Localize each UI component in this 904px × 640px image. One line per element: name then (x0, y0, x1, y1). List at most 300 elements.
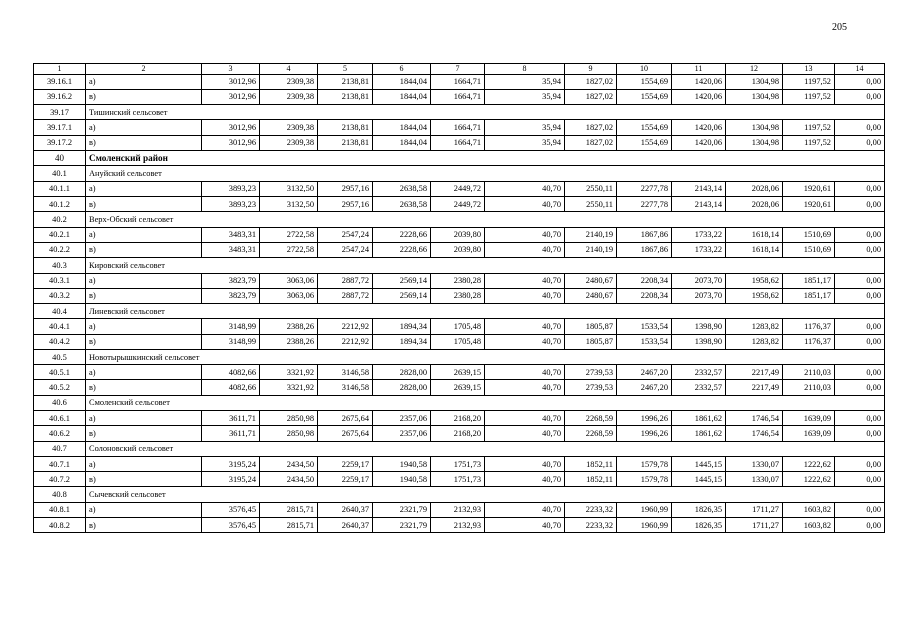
row-code: 40.1 (34, 166, 86, 182)
value-cell: 0,00 (835, 227, 885, 242)
value-cell: 2277,78 (617, 181, 672, 196)
table-body (34, 64, 885, 533)
value-cell: 0,00 (835, 288, 885, 303)
row-label: в) (86, 518, 202, 533)
value-cell: 2028,06 (726, 181, 783, 196)
value-cell: 2208,34 (617, 288, 672, 303)
value-cell: 1958,62 (726, 273, 783, 288)
section-name: Новотырышкинский сельсовет (86, 349, 885, 365)
value-cell: 1940,58 (373, 472, 431, 487)
table-row (34, 242, 885, 257)
row-code: 40.2 (34, 212, 86, 228)
value-cell: 2268,59 (565, 411, 617, 426)
value-cell: 2073,70 (672, 288, 726, 303)
value-cell: 1852,11 (565, 457, 617, 472)
column-header: 5 (318, 64, 373, 75)
value-cell: 3483,31 (202, 227, 260, 242)
value-cell: 1603,82 (783, 502, 835, 517)
value-cell: 2212,92 (318, 334, 373, 349)
section-name: Верх-Обский сельсовет (86, 212, 885, 228)
value-cell: 1996,26 (617, 426, 672, 441)
section-name: Линевский сельсовет (86, 303, 885, 319)
value-cell: 2309,38 (260, 135, 318, 150)
value-cell: 1603,82 (783, 518, 835, 533)
value-cell: 2639,15 (431, 365, 485, 380)
value-cell: 2028,06 (726, 196, 783, 211)
value-cell: 2332,57 (672, 380, 726, 395)
value-cell: 1618,14 (726, 242, 783, 257)
table-row (34, 120, 885, 135)
row-label: в) (86, 426, 202, 441)
row-code: 40.3.2 (34, 288, 86, 303)
row-label: а) (86, 227, 202, 242)
value-cell: 40,70 (485, 227, 565, 242)
value-cell: 2143,14 (672, 196, 726, 211)
section-row (34, 303, 885, 319)
value-cell: 3321,92 (260, 365, 318, 380)
value-cell: 2132,93 (431, 502, 485, 517)
row-label: а) (86, 411, 202, 426)
district-row (34, 150, 885, 166)
row-code: 40.6.2 (34, 426, 86, 441)
row-label: а) (86, 74, 202, 89)
row-code: 39.17.2 (34, 135, 86, 150)
row-code: 40.5 (34, 349, 86, 365)
value-cell: 35,94 (485, 74, 565, 89)
value-cell: 1618,14 (726, 227, 783, 242)
section-name: Кировский сельсовет (86, 258, 885, 274)
section-row (34, 487, 885, 503)
value-cell: 2132,93 (431, 518, 485, 533)
value-cell: 0,00 (835, 319, 885, 334)
row-code: 39.16.1 (34, 74, 86, 89)
value-cell: 2887,72 (318, 273, 373, 288)
value-cell: 1510,69 (783, 242, 835, 257)
value-cell: 2208,34 (617, 273, 672, 288)
value-cell: 2640,37 (318, 502, 373, 517)
value-cell: 2449,72 (431, 196, 485, 211)
table-row (34, 74, 885, 89)
value-cell: 2217,49 (726, 365, 783, 380)
value-cell: 2140,19 (565, 227, 617, 242)
row-code: 40.3.1 (34, 273, 86, 288)
value-cell: 2638,58 (373, 181, 431, 196)
table-row (34, 457, 885, 472)
section-name: Сычевский сельсовет (86, 487, 885, 503)
value-cell: 2140,19 (565, 242, 617, 257)
row-label: в) (86, 89, 202, 104)
row-code: 40.3 (34, 258, 86, 274)
table-row (34, 135, 885, 150)
value-cell: 40,70 (485, 365, 565, 380)
value-cell: 1304,98 (726, 89, 783, 104)
row-code: 40.6 (34, 395, 86, 411)
value-cell: 2110,03 (783, 365, 835, 380)
section-row (34, 395, 885, 411)
value-cell: 1711,27 (726, 518, 783, 533)
value-cell: 3063,06 (260, 288, 318, 303)
value-cell: 2268,59 (565, 426, 617, 441)
row-label: в) (86, 288, 202, 303)
value-cell: 1420,06 (672, 120, 726, 135)
column-header: 14 (835, 64, 885, 75)
row-code: 40.6.1 (34, 411, 86, 426)
value-cell: 1398,90 (672, 319, 726, 334)
row-code: 40.7.1 (34, 457, 86, 472)
value-cell: 40,70 (485, 502, 565, 517)
value-cell: 2739,53 (565, 365, 617, 380)
column-header: 2 (86, 64, 202, 75)
value-cell: 2722,58 (260, 227, 318, 242)
row-code: 40.2.1 (34, 227, 86, 242)
value-cell: 1510,69 (783, 227, 835, 242)
value-cell: 1827,02 (565, 135, 617, 150)
value-cell: 40,70 (485, 273, 565, 288)
value-cell: 3576,45 (202, 518, 260, 533)
value-cell: 2739,53 (565, 380, 617, 395)
row-code: 40.4.1 (34, 319, 86, 334)
row-label: а) (86, 365, 202, 380)
value-cell: 2143,14 (672, 181, 726, 196)
value-cell: 1940,58 (373, 457, 431, 472)
value-cell: 1420,06 (672, 74, 726, 89)
value-cell: 40,70 (485, 518, 565, 533)
value-cell: 2233,32 (565, 502, 617, 517)
value-cell: 40,70 (485, 334, 565, 349)
value-cell: 1420,06 (672, 135, 726, 150)
value-cell: 0,00 (835, 411, 885, 426)
value-cell: 2434,50 (260, 457, 318, 472)
value-cell: 1894,34 (373, 334, 431, 349)
value-cell: 2467,20 (617, 365, 672, 380)
row-code: 40.7.2 (34, 472, 86, 487)
value-cell: 1960,99 (617, 502, 672, 517)
value-cell: 1826,35 (672, 502, 726, 517)
value-cell: 3148,99 (202, 334, 260, 349)
row-code: 40.1.1 (34, 181, 86, 196)
row-code: 40.7 (34, 441, 86, 457)
value-cell: 1827,02 (565, 120, 617, 135)
value-cell: 35,94 (485, 120, 565, 135)
value-cell: 0,00 (835, 181, 885, 196)
value-cell: 1746,54 (726, 411, 783, 426)
value-cell: 40,70 (485, 380, 565, 395)
row-code: 39.17 (34, 104, 86, 120)
value-cell: 1554,69 (617, 120, 672, 135)
value-cell: 1851,17 (783, 273, 835, 288)
value-cell: 2233,32 (565, 518, 617, 533)
value-cell: 1533,54 (617, 334, 672, 349)
value-cell: 0,00 (835, 472, 885, 487)
value-cell: 1664,71 (431, 135, 485, 150)
table-row (34, 196, 885, 211)
section-name: Солоновский сельсовет (86, 441, 885, 457)
value-cell: 2110,03 (783, 380, 835, 395)
row-label: в) (86, 135, 202, 150)
value-cell: 2321,79 (373, 518, 431, 533)
value-cell: 1445,15 (672, 472, 726, 487)
value-cell: 2309,38 (260, 120, 318, 135)
column-header: 7 (431, 64, 485, 75)
value-cell: 1398,90 (672, 334, 726, 349)
row-code: 40.8.2 (34, 518, 86, 533)
row-label: в) (86, 472, 202, 487)
column-header: 4 (260, 64, 318, 75)
value-cell: 2277,78 (617, 196, 672, 211)
value-cell: 2321,79 (373, 502, 431, 517)
column-header: 8 (485, 64, 565, 75)
value-cell: 2675,64 (318, 426, 373, 441)
value-cell: 2639,15 (431, 380, 485, 395)
section-row (34, 166, 885, 182)
value-cell: 2957,16 (318, 196, 373, 211)
value-cell: 2073,70 (672, 273, 726, 288)
value-cell: 2675,64 (318, 411, 373, 426)
value-cell: 1420,06 (672, 89, 726, 104)
value-cell: 2138,81 (318, 135, 373, 150)
value-cell: 2259,17 (318, 472, 373, 487)
value-cell: 40,70 (485, 242, 565, 257)
row-code: 39.16.2 (34, 89, 86, 104)
row-code: 40.8.1 (34, 502, 86, 517)
value-cell: 1751,73 (431, 472, 485, 487)
value-cell: 0,00 (835, 380, 885, 395)
row-label: а) (86, 120, 202, 135)
value-cell: 1283,82 (726, 334, 783, 349)
column-header: 11 (672, 64, 726, 75)
value-cell: 2815,71 (260, 502, 318, 517)
value-cell: 1867,86 (617, 242, 672, 257)
row-label: в) (86, 242, 202, 257)
value-cell: 1197,52 (783, 74, 835, 89)
value-cell: 1852,11 (565, 472, 617, 487)
value-cell: 1176,37 (783, 319, 835, 334)
value-cell: 3012,96 (202, 135, 260, 150)
value-cell: 1844,04 (373, 120, 431, 135)
value-cell: 2138,81 (318, 89, 373, 104)
section-row (34, 441, 885, 457)
value-cell: 2259,17 (318, 457, 373, 472)
section-row (34, 104, 885, 120)
value-cell: 2039,80 (431, 242, 485, 257)
value-cell: 1805,87 (565, 334, 617, 349)
row-code: 40.5.1 (34, 365, 86, 380)
value-cell: 2850,98 (260, 411, 318, 426)
section-row (34, 349, 885, 365)
value-cell: 1844,04 (373, 135, 431, 150)
value-cell: 1827,02 (565, 74, 617, 89)
value-cell: 2569,14 (373, 273, 431, 288)
value-cell: 3611,71 (202, 411, 260, 426)
value-cell: 1639,09 (783, 411, 835, 426)
value-cell: 3823,79 (202, 273, 260, 288)
value-cell: 1554,69 (617, 74, 672, 89)
value-cell: 0,00 (835, 196, 885, 211)
value-cell: 1222,62 (783, 472, 835, 487)
value-cell: 0,00 (835, 518, 885, 533)
value-cell: 2828,00 (373, 365, 431, 380)
value-cell: 35,94 (485, 135, 565, 150)
value-cell: 4082,66 (202, 380, 260, 395)
value-cell: 1330,07 (726, 472, 783, 487)
table-row (34, 426, 885, 441)
value-cell: 1304,98 (726, 120, 783, 135)
value-cell: 40,70 (485, 319, 565, 334)
value-cell: 3012,96 (202, 89, 260, 104)
value-cell: 1861,62 (672, 426, 726, 441)
value-cell: 0,00 (835, 502, 885, 517)
value-cell: 40,70 (485, 411, 565, 426)
value-cell: 3195,24 (202, 457, 260, 472)
row-label: а) (86, 457, 202, 472)
value-cell: 1664,71 (431, 89, 485, 104)
table-row (34, 273, 885, 288)
value-cell: 1664,71 (431, 74, 485, 89)
value-cell: 1746,54 (726, 426, 783, 441)
value-cell: 2722,58 (260, 242, 318, 257)
value-cell: 1304,98 (726, 135, 783, 150)
row-code: 40.4.2 (34, 334, 86, 349)
value-cell: 2449,72 (431, 181, 485, 196)
value-cell: 1851,17 (783, 288, 835, 303)
table-row (34, 181, 885, 196)
value-cell: 1920,61 (783, 181, 835, 196)
value-cell: 4082,66 (202, 365, 260, 380)
value-cell: 1304,98 (726, 74, 783, 89)
value-cell: 1827,02 (565, 89, 617, 104)
value-cell: 1705,48 (431, 319, 485, 334)
value-cell: 2357,06 (373, 411, 431, 426)
value-cell: 2640,37 (318, 518, 373, 533)
value-cell: 2550,11 (565, 196, 617, 211)
value-cell: 1533,54 (617, 319, 672, 334)
table-row (34, 518, 885, 533)
section-name: Тишинский сельсовет (86, 104, 885, 120)
value-cell: 40,70 (485, 472, 565, 487)
column-number-row (34, 64, 885, 75)
row-code: 40.4 (34, 303, 86, 319)
value-cell: 3148,99 (202, 319, 260, 334)
value-cell: 1197,52 (783, 135, 835, 150)
value-cell: 1711,27 (726, 502, 783, 517)
value-cell: 1445,15 (672, 457, 726, 472)
value-cell: 2638,58 (373, 196, 431, 211)
table-row (34, 411, 885, 426)
value-cell: 1664,71 (431, 120, 485, 135)
value-cell: 2228,66 (373, 227, 431, 242)
row-label: а) (86, 273, 202, 288)
value-cell: 1283,82 (726, 319, 783, 334)
value-cell: 3146,58 (318, 380, 373, 395)
value-cell: 2357,06 (373, 426, 431, 441)
value-cell: 40,70 (485, 457, 565, 472)
section-name: Смоленский сельсовет (86, 395, 885, 411)
value-cell: 2309,38 (260, 89, 318, 104)
value-cell: 2380,28 (431, 288, 485, 303)
row-code: 39.17.1 (34, 120, 86, 135)
value-cell: 2309,38 (260, 74, 318, 89)
value-cell: 1197,52 (783, 89, 835, 104)
row-label: а) (86, 502, 202, 517)
column-header: 9 (565, 64, 617, 75)
value-cell: 3063,06 (260, 273, 318, 288)
value-cell: 1894,34 (373, 319, 431, 334)
value-cell: 1222,62 (783, 457, 835, 472)
table-row (34, 89, 885, 104)
value-cell: 1920,61 (783, 196, 835, 211)
value-cell: 2434,50 (260, 472, 318, 487)
section-name: Ануйский сельсовет (86, 166, 885, 182)
value-cell: 3012,96 (202, 120, 260, 135)
value-cell: 2550,11 (565, 181, 617, 196)
value-cell: 2168,20 (431, 411, 485, 426)
value-cell: 2228,66 (373, 242, 431, 257)
value-cell: 1996,26 (617, 411, 672, 426)
value-cell: 0,00 (835, 334, 885, 349)
value-cell: 2388,26 (260, 319, 318, 334)
value-cell: 1958,62 (726, 288, 783, 303)
value-cell: 2850,98 (260, 426, 318, 441)
value-cell: 2480,67 (565, 273, 617, 288)
table-row (34, 502, 885, 517)
value-cell: 3012,96 (202, 74, 260, 89)
value-cell: 0,00 (835, 273, 885, 288)
column-header: 10 (617, 64, 672, 75)
row-label: в) (86, 380, 202, 395)
value-cell: 1554,69 (617, 135, 672, 150)
table-row (34, 380, 885, 395)
tariff-table (33, 63, 885, 533)
value-cell: 35,94 (485, 89, 565, 104)
value-cell: 1733,22 (672, 227, 726, 242)
value-cell: 1861,62 (672, 411, 726, 426)
value-cell: 3132,50 (260, 181, 318, 196)
table-row (34, 227, 885, 242)
row-label: а) (86, 319, 202, 334)
row-code: 40.2.2 (34, 242, 86, 257)
page-number: 205 (832, 22, 847, 33)
value-cell: 2380,28 (431, 273, 485, 288)
row-code: 40 (34, 150, 86, 166)
value-cell: 2332,57 (672, 365, 726, 380)
value-cell: 1805,87 (565, 319, 617, 334)
value-cell: 2815,71 (260, 518, 318, 533)
value-cell: 0,00 (835, 365, 885, 380)
value-cell: 40,70 (485, 426, 565, 441)
value-cell: 2168,20 (431, 426, 485, 441)
value-cell: 1826,35 (672, 518, 726, 533)
value-cell: 1844,04 (373, 89, 431, 104)
row-code: 40.5.2 (34, 380, 86, 395)
column-header: 1 (34, 64, 86, 75)
value-cell: 2217,49 (726, 380, 783, 395)
district-name: Смоленский район (86, 150, 885, 166)
row-code: 40.8 (34, 487, 86, 503)
value-cell: 2467,20 (617, 380, 672, 395)
column-header: 3 (202, 64, 260, 75)
table-row (34, 288, 885, 303)
value-cell: 3611,71 (202, 426, 260, 441)
value-cell: 2039,80 (431, 227, 485, 242)
value-cell: 2547,24 (318, 242, 373, 257)
value-cell: 0,00 (835, 457, 885, 472)
value-cell: 3321,92 (260, 380, 318, 395)
value-cell: 0,00 (835, 242, 885, 257)
value-cell: 0,00 (835, 74, 885, 89)
value-cell: 3823,79 (202, 288, 260, 303)
value-cell: 1579,78 (617, 472, 672, 487)
value-cell: 3146,58 (318, 365, 373, 380)
